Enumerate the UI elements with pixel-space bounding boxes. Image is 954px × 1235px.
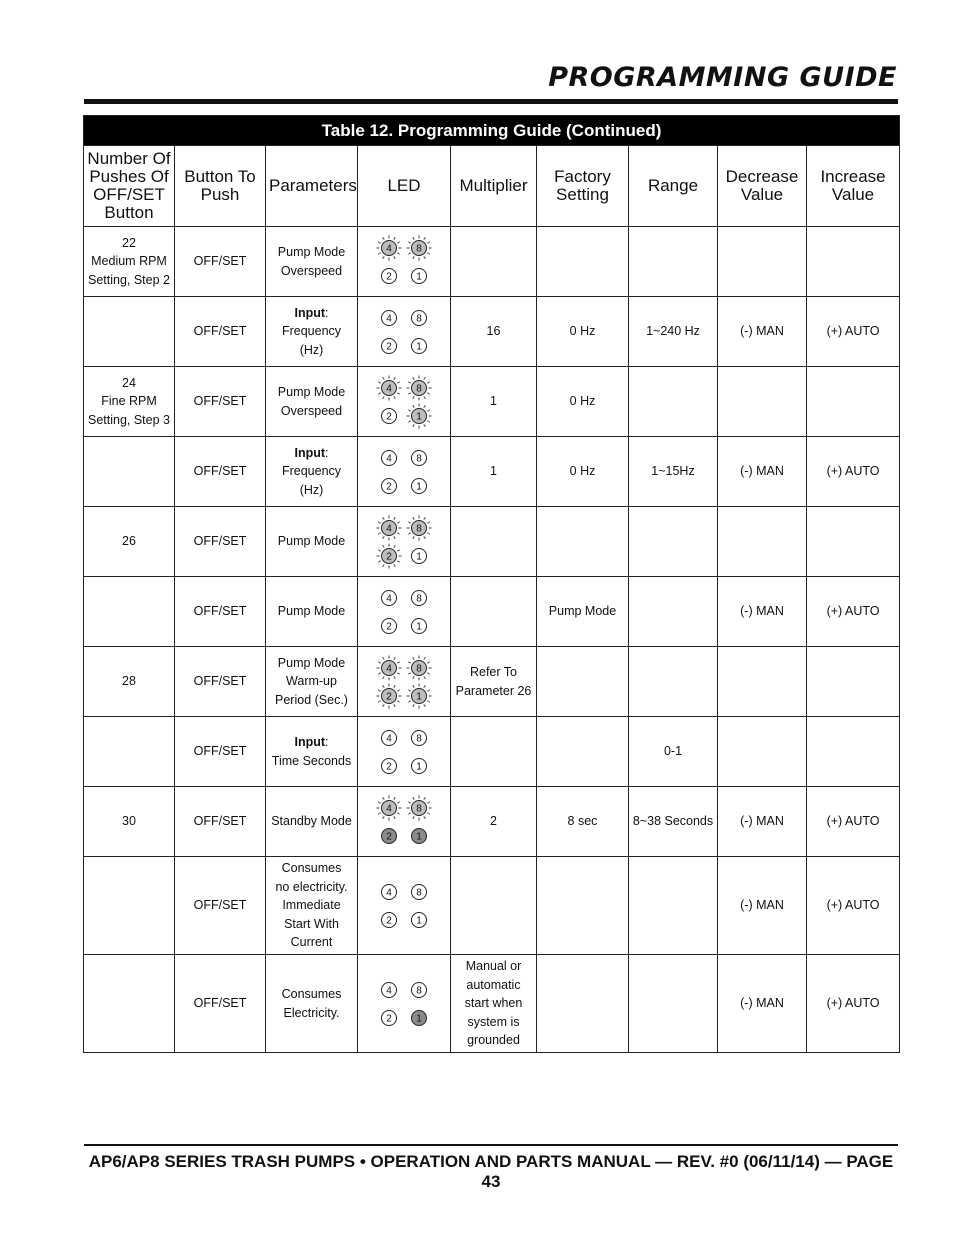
- svg-text:1: 1: [416, 271, 422, 283]
- multiplier-line: automatic: [466, 977, 521, 992]
- led-cell: [358, 297, 451, 367]
- decrease-value-cell: [718, 507, 807, 577]
- column-header: Button To Push: [175, 146, 266, 227]
- table-row: [84, 437, 900, 507]
- table-row: [84, 857, 900, 955]
- multiplier-cell: [451, 297, 537, 367]
- svg-text:4: 4: [386, 803, 392, 815]
- multiplier-cell: [451, 717, 537, 787]
- led-8-blink-icon: [406, 795, 432, 821]
- svg-text:4: 4: [386, 523, 392, 535]
- svg-text:4: 4: [386, 453, 392, 465]
- svg-text:8: 8: [416, 663, 422, 675]
- table-title: Table 12. Programming Guide (Continued): [84, 116, 900, 146]
- svg-text:1: 1: [416, 761, 422, 773]
- parameters-cell: [266, 857, 358, 955]
- svg-text:1: 1: [416, 1013, 422, 1025]
- factory-setting-cell: Pump Mode: [537, 577, 629, 647]
- pushes-cell: [84, 787, 175, 857]
- led-4-off-icon: [376, 879, 402, 905]
- multiplier-cell: [451, 647, 537, 717]
- increase-value-cell: (+) AUTO: [807, 297, 900, 367]
- button-cell: OFF/SET: [175, 297, 266, 367]
- pushes-cell: [84, 717, 175, 787]
- svg-text:8: 8: [416, 985, 422, 997]
- led-indicator-group: [361, 794, 447, 850]
- svg-text:8: 8: [416, 383, 422, 395]
- svg-text:2: 2: [386, 761, 392, 773]
- range-cell: [629, 507, 718, 577]
- increase-value-cell: [807, 227, 900, 297]
- led-8-blink-icon: [406, 515, 432, 541]
- pushes-line: 22: [122, 235, 136, 250]
- led-2-blink-icon: [376, 543, 402, 569]
- svg-text:8: 8: [416, 733, 422, 745]
- led-1-off-icon: [406, 473, 432, 499]
- parameter-line: Pump Mode: [277, 534, 346, 549]
- led-8-off-icon: [406, 305, 432, 331]
- svg-text:1: 1: [416, 551, 422, 563]
- pushes-line: Setting, Step 2: [87, 272, 170, 287]
- parameter-line: no electricity.: [275, 879, 348, 894]
- led-8-blink-icon: [406, 655, 432, 681]
- svg-text:1: 1: [416, 481, 422, 493]
- led-cell: [358, 437, 451, 507]
- led-2-off-icon: [376, 473, 402, 499]
- multiplier-line: 1: [490, 394, 497, 409]
- svg-text:8: 8: [416, 243, 422, 255]
- led-2-off-icon: [376, 263, 402, 289]
- button-cell: OFF/SET: [175, 787, 266, 857]
- decrease-value-cell: (-) MAN: [718, 437, 807, 507]
- parameter-line: Pump Mode: [277, 655, 346, 670]
- decrease-value-cell: (-) MAN: [718, 955, 807, 1053]
- pushes-line: 30: [122, 814, 136, 829]
- pushes-cell: [84, 367, 175, 437]
- svg-text:4: 4: [386, 985, 392, 997]
- svg-text:4: 4: [386, 887, 392, 899]
- led-4-off-icon: [376, 725, 402, 751]
- pushes-cell: [84, 297, 175, 367]
- column-header: Multiplier: [451, 146, 537, 227]
- led-indicator-group: [361, 724, 447, 780]
- button-cell: OFF/SET: [175, 857, 266, 955]
- led-8-off-icon: [406, 977, 432, 1003]
- parameter-line: Current: [290, 935, 333, 950]
- led-1-off-icon: [406, 613, 432, 639]
- increase-value-cell: [807, 717, 900, 787]
- pushes-cell: [84, 577, 175, 647]
- led-4-off-icon: [376, 445, 402, 471]
- led-8-off-icon: [406, 725, 432, 751]
- button-cell: OFF/SET: [175, 367, 266, 437]
- increase-value-cell: (+) AUTO: [807, 577, 900, 647]
- svg-text:2: 2: [386, 915, 392, 927]
- multiplier-cell: [451, 787, 537, 857]
- svg-text:8: 8: [416, 453, 422, 465]
- pushes-line: Setting, Step 3: [87, 412, 170, 427]
- column-header: Range: [629, 146, 718, 227]
- parameter-line: Pump Mode: [277, 385, 346, 399]
- increase-value-cell: (+) AUTO: [807, 955, 900, 1053]
- svg-text:2: 2: [386, 271, 392, 283]
- led-8-off-icon: [406, 445, 432, 471]
- svg-text:8: 8: [416, 313, 422, 325]
- svg-text:2: 2: [386, 551, 392, 563]
- led-cell: [358, 955, 451, 1053]
- factory-setting-cell: [537, 227, 629, 297]
- led-2-blink-icon: [376, 683, 402, 709]
- pushes-cell: [84, 227, 175, 297]
- led-2-off-icon: [376, 403, 402, 429]
- parameter-line: Electricity.: [283, 1005, 340, 1020]
- parameters-cell: [266, 577, 358, 647]
- column-header: Parameters: [266, 146, 358, 227]
- bottom-rule: [84, 1144, 898, 1146]
- parameter-line: Start With: [284, 916, 339, 931]
- range-cell: [629, 577, 718, 647]
- decrease-value-cell: [718, 367, 807, 437]
- svg-text:4: 4: [386, 313, 392, 325]
- svg-text:1: 1: [416, 341, 422, 353]
- parameter-input-label: Input: [294, 445, 326, 460]
- multiplier-line: 1: [490, 464, 497, 479]
- factory-setting-cell: [537, 857, 629, 955]
- parameter-input-line: Input:: [294, 735, 329, 749]
- parameter-line: Frequency (Hz): [281, 464, 342, 497]
- parameters-cell: [266, 787, 358, 857]
- button-cell: OFF/SET: [175, 437, 266, 507]
- led-indicator-group: [361, 878, 447, 934]
- range-cell: 1~240 Hz: [629, 297, 718, 367]
- pushes-line: 26: [122, 534, 136, 549]
- table-row: [84, 955, 900, 1053]
- increase-value-cell: [807, 367, 900, 437]
- led-8-off-icon: [406, 879, 432, 905]
- svg-text:4: 4: [386, 733, 392, 745]
- table-row: [84, 507, 900, 577]
- led-1-on-icon: [406, 1005, 432, 1031]
- button-cell: OFF/SET: [175, 647, 266, 717]
- led-cell: [358, 227, 451, 297]
- decrease-value-cell: (-) MAN: [718, 857, 807, 955]
- multiplier-line: start when: [464, 996, 523, 1011]
- led-4-blink-icon: [376, 655, 402, 681]
- led-cell: [358, 787, 451, 857]
- led-4-blink-icon: [376, 515, 402, 541]
- svg-text:8: 8: [416, 523, 422, 535]
- pushes-cell: [84, 647, 175, 717]
- svg-text:2: 2: [386, 621, 392, 633]
- decrease-value-cell: (-) MAN: [718, 787, 807, 857]
- svg-text:8: 8: [416, 803, 422, 815]
- header-row: [84, 146, 900, 227]
- pushes-cell: [84, 857, 175, 955]
- decrease-value-cell: (-) MAN: [718, 297, 807, 367]
- range-cell: 0-1: [629, 717, 718, 787]
- increase-value-cell: (+) AUTO: [807, 787, 900, 857]
- led-2-on-icon: [376, 823, 402, 849]
- parameter-line: Consumes: [281, 987, 342, 1001]
- increase-value-cell: [807, 507, 900, 577]
- svg-text:2: 2: [386, 1013, 392, 1025]
- button-cell: OFF/SET: [175, 955, 266, 1053]
- svg-text:4: 4: [386, 663, 392, 675]
- multiplier-cell: [451, 577, 537, 647]
- led-cell: [358, 647, 451, 717]
- table-row: [84, 787, 900, 857]
- led-indicator-group: [361, 514, 447, 570]
- pushes-line: 28: [122, 674, 136, 689]
- table-row: [84, 577, 900, 647]
- range-cell: 1~15Hz: [629, 437, 718, 507]
- led-1-off-icon: [406, 543, 432, 569]
- range-cell: [629, 857, 718, 955]
- column-header: Increase Value: [807, 146, 900, 227]
- button-cell: OFF/SET: [175, 577, 266, 647]
- table-row: [84, 227, 900, 297]
- led-1-off-icon: [406, 333, 432, 359]
- table-row: [84, 367, 900, 437]
- range-cell: [629, 647, 718, 717]
- multiplier-cell: [451, 367, 537, 437]
- range-cell: [629, 955, 718, 1053]
- column-header: Factory Setting: [537, 146, 629, 227]
- parameter-line: Consumes: [281, 861, 342, 876]
- led-2-off-icon: [376, 613, 402, 639]
- multiplier-cell: [451, 437, 537, 507]
- page-footer: AP6/AP8 SERIES TRASH PUMPS • OPERATION AND PARTS MANUAL — REV. #0 (06/11/14) — PAGE 43: [88, 1152, 894, 1191]
- button-cell: OFF/SET: [175, 227, 266, 297]
- svg-text:2: 2: [386, 831, 392, 843]
- svg-text:1: 1: [416, 691, 422, 703]
- factory-setting-cell: 8 sec: [537, 787, 629, 857]
- led-8-off-icon: [406, 585, 432, 611]
- parameters-cell: [266, 507, 358, 577]
- parameter-line: Pump Mode: [277, 604, 346, 619]
- parameter-input-line: Input:: [294, 305, 329, 320]
- parameters-cell: [266, 227, 358, 297]
- led-indicator-group: [361, 976, 447, 1032]
- top-rule: [84, 99, 898, 104]
- led-4-blink-icon: [376, 235, 402, 261]
- programming-guide-table: [83, 115, 900, 1053]
- button-cell: OFF/SET: [175, 507, 266, 577]
- svg-text:1: 1: [416, 915, 422, 927]
- pushes-line: Fine RPM: [101, 394, 157, 409]
- table-row: [84, 297, 900, 367]
- factory-setting-cell: [537, 717, 629, 787]
- svg-text:4: 4: [386, 243, 392, 255]
- pushes-cell: [84, 955, 175, 1053]
- parameter-line: Warm-up: [286, 674, 337, 689]
- pushes-line: 24: [122, 375, 136, 390]
- parameter-line: Immediate: [282, 898, 341, 913]
- parameters-cell: [266, 647, 358, 717]
- parameter-input-label: Input: [294, 735, 326, 749]
- led-1-off-icon: [406, 753, 432, 779]
- multiplier-cell: [451, 857, 537, 955]
- decrease-value-cell: [718, 647, 807, 717]
- multiplier-line: 16: [486, 324, 501, 339]
- parameter-line: Pump Mode: [277, 245, 346, 259]
- led-cell: [358, 717, 451, 787]
- range-cell: [629, 367, 718, 437]
- parameters-cell: [266, 297, 358, 367]
- multiplier-line: 2: [490, 814, 497, 829]
- svg-text:2: 2: [386, 691, 392, 703]
- led-indicator-group: [361, 654, 447, 710]
- led-4-off-icon: [376, 977, 402, 1003]
- svg-text:1: 1: [416, 831, 422, 843]
- parameter-line: Period (Sec.): [275, 692, 348, 707]
- multiplier-cell: [451, 227, 537, 297]
- led-indicator-group: [361, 234, 447, 290]
- parameters-cell: [266, 717, 358, 787]
- led-8-blink-icon: [406, 235, 432, 261]
- multiplier-line: grounded: [467, 1033, 520, 1048]
- svg-text:4: 4: [386, 383, 392, 395]
- table-body: [84, 227, 900, 1053]
- parameters-cell: [266, 437, 358, 507]
- factory-setting-cell: 0 Hz: [537, 437, 629, 507]
- led-4-blink-icon: [376, 375, 402, 401]
- multiplier-line: system is: [467, 1014, 520, 1029]
- led-1-blink-icon: [406, 403, 432, 429]
- svg-text:2: 2: [386, 411, 392, 423]
- led-indicator-group: [361, 304, 447, 360]
- led-4-off-icon: [376, 305, 402, 331]
- multiplier-line: Refer To: [469, 665, 517, 679]
- svg-text:1: 1: [416, 411, 422, 423]
- decrease-value-cell: [718, 717, 807, 787]
- svg-text:8: 8: [416, 887, 422, 899]
- decrease-value-cell: (-) MAN: [718, 577, 807, 647]
- led-2-off-icon: [376, 1005, 402, 1031]
- svg-text:2: 2: [386, 481, 392, 493]
- led-8-blink-icon: [406, 375, 432, 401]
- led-cell: [358, 577, 451, 647]
- table-row: [84, 647, 900, 717]
- increase-value-cell: (+) AUTO: [807, 437, 900, 507]
- factory-setting-cell: [537, 647, 629, 717]
- led-1-on-icon: [406, 823, 432, 849]
- button-cell: OFF/SET: [175, 717, 266, 787]
- page-title: PROGRAMMING GUIDE: [548, 62, 897, 93]
- factory-setting-cell: [537, 507, 629, 577]
- factory-setting-cell: 0 Hz: [537, 297, 629, 367]
- parameters-cell: [266, 367, 358, 437]
- led-2-off-icon: [376, 907, 402, 933]
- parameter-line: Frequency (Hz): [281, 324, 342, 357]
- range-cell: [629, 227, 718, 297]
- parameter-input-label: Input: [294, 305, 326, 320]
- column-header: Number Of Pushes Of OFF/SET Button: [84, 146, 175, 227]
- svg-text:4: 4: [386, 593, 392, 605]
- parameter-input-line: Input:: [294, 445, 329, 460]
- parameter-line: Time Seconds: [271, 753, 352, 768]
- led-1-off-icon: [406, 263, 432, 289]
- led-2-off-icon: [376, 753, 402, 779]
- multiplier-cell: [451, 507, 537, 577]
- led-cell: [358, 857, 451, 955]
- table-row: [84, 717, 900, 787]
- column-header: LED: [358, 146, 451, 227]
- led-indicator-group: [361, 444, 447, 500]
- svg-text:1: 1: [416, 621, 422, 633]
- decrease-value-cell: [718, 227, 807, 297]
- multiplier-line: Parameter 26: [455, 683, 532, 698]
- parameter-line: Standby Mode: [271, 814, 352, 829]
- led-cell: [358, 367, 451, 437]
- multiplier-line: Manual or: [465, 959, 522, 974]
- increase-value-cell: (+) AUTO: [807, 857, 900, 955]
- parameters-cell: [266, 955, 358, 1053]
- pushes-line: Medium RPM: [91, 254, 167, 269]
- pushes-cell: [84, 507, 175, 577]
- parameter-line: Overspeed: [280, 403, 343, 418]
- pushes-cell: [84, 437, 175, 507]
- led-4-off-icon: [376, 585, 402, 611]
- svg-text:8: 8: [416, 593, 422, 605]
- factory-setting-cell: [537, 955, 629, 1053]
- led-4-blink-icon: [376, 795, 402, 821]
- led-1-off-icon: [406, 907, 432, 933]
- range-cell: 8~38 Seconds: [629, 787, 718, 857]
- parameter-line: Overspeed: [280, 263, 343, 278]
- multiplier-cell: [451, 955, 537, 1053]
- led-indicator-group: [361, 584, 447, 640]
- increase-value-cell: [807, 647, 900, 717]
- svg-text:2: 2: [386, 341, 392, 353]
- led-2-off-icon: [376, 333, 402, 359]
- led-indicator-group: [361, 374, 447, 430]
- led-1-blink-icon: [406, 683, 432, 709]
- column-header: Decrease Value: [718, 146, 807, 227]
- led-cell: [358, 507, 451, 577]
- factory-setting-cell: 0 Hz: [537, 367, 629, 437]
